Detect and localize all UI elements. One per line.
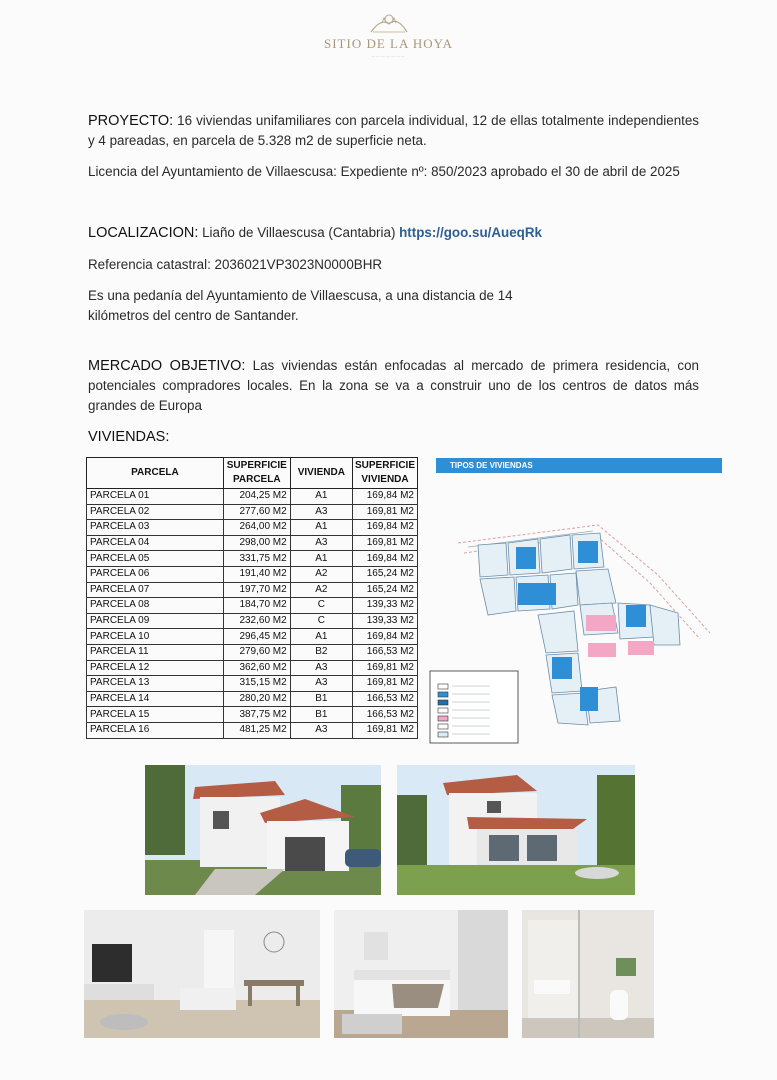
cell-superficie-parcela: 264,00 M2: [223, 520, 290, 536]
cell-superficie-vivienda: 166,53 M2: [352, 691, 417, 707]
cell-superficie-parcela: 280,20 M2: [223, 691, 290, 707]
cell-vivienda: C: [290, 613, 352, 629]
cell-superficie-parcela: 184,70 M2: [223, 598, 290, 614]
licencia-text: Licencia del Ayuntamiento de Villaescusa: Expediente nº: 850/2023 aprobado el 30 de abril de 2025: [88, 164, 680, 179]
table-row: [87, 722, 418, 738]
cell-superficie-vivienda: 169,81 M2: [352, 722, 417, 738]
cell-parcela: PARCELA 08: [87, 598, 224, 614]
cell-parcela: PARCELA 01: [87, 489, 224, 505]
cell-parcela: PARCELA 14: [87, 691, 224, 707]
header-parcela: PARCELA: [87, 458, 224, 489]
cell-superficie-vivienda: 139,33 M2: [352, 613, 417, 629]
cell-vivienda: B1: [290, 691, 352, 707]
cell-superficie-vivienda: 169,84 M2: [352, 551, 417, 567]
site-plan: [428, 455, 724, 745]
interior-render-bathroom: [522, 910, 654, 1038]
cell-vivienda: A1: [290, 489, 352, 505]
cell-superficie-vivienda: 165,24 M2: [352, 566, 417, 582]
localizacion-link[interactable]: https://goo.su/AueqRk: [399, 225, 542, 240]
table-row: [87, 551, 418, 567]
cell-vivienda: C: [290, 598, 352, 614]
cell-vivienda: A3: [290, 535, 352, 551]
interior-render-living: [84, 910, 320, 1038]
cell-superficie-vivienda: 169,81 M2: [352, 535, 417, 551]
table-row: [87, 489, 418, 505]
cell-superficie-vivienda: 166,53 M2: [352, 707, 417, 723]
cell-superficie-vivienda: 169,81 M2: [352, 660, 417, 676]
header-superficie-parcela: [223, 458, 290, 489]
localizacion-label: LOCALIZACION:: [88, 225, 199, 241]
table-row: [87, 613, 418, 629]
cell-superficie-vivienda: 169,84 M2: [352, 489, 417, 505]
cell-parcela: PARCELA 03: [87, 520, 224, 536]
cell-parcela: PARCELA 06: [87, 566, 224, 582]
viviendas-heading: VIVIENDAS:: [88, 429, 170, 445]
cell-vivienda: B2: [290, 644, 352, 660]
cell-superficie-parcela: 387,75 M2: [223, 707, 290, 723]
mercado-paragraph: [88, 356, 699, 416]
cell-superficie-parcela: 315,15 M2: [223, 676, 290, 692]
parcels-table: [86, 457, 418, 739]
site-plan-drawing: [428, 455, 724, 745]
table-row: [87, 707, 418, 723]
cell-vivienda: A1: [290, 629, 352, 645]
cell-superficie-parcela: 296,45 M2: [223, 629, 290, 645]
cell-parcela: PARCELA 11: [87, 644, 224, 660]
table-row: [87, 644, 418, 660]
table-row: [87, 629, 418, 645]
table-row: [87, 598, 418, 614]
cell-superficie-vivienda: 165,24 M2: [352, 582, 417, 598]
logo-tagline-line: ———————: [371, 53, 406, 58]
proyecto-paragraph: [88, 111, 699, 151]
table-row: [87, 566, 418, 582]
plan-header: TIPOS DE VIVIENDAS: [436, 458, 722, 473]
logo: [0, 10, 777, 58]
cell-superficie-parcela: 204,25 M2: [223, 489, 290, 505]
cell-vivienda: A1: [290, 520, 352, 536]
pedania-line-1: Es una pedanía del Ayuntamiento de Villaescusa, a una distancia de 14: [88, 288, 513, 303]
cell-parcela: PARCELA 09: [87, 613, 224, 629]
cell-parcela: PARCELA 05: [87, 551, 224, 567]
mercado-label: MERCADO OBJETIVO:: [88, 358, 246, 374]
cell-superficie-parcela: 298,00 M2: [223, 535, 290, 551]
cell-vivienda: A3: [290, 504, 352, 520]
localizacion-paragraph: [88, 223, 699, 243]
logo-emblem-icon: [367, 10, 411, 36]
cell-vivienda: B1: [290, 707, 352, 723]
cell-parcela: PARCELA 10: [87, 629, 224, 645]
table-header-row: [87, 458, 418, 489]
mercado-text: Las viviendas están enfocadas al mercado de primera residencia, con potenciales compradores locales. En la zona se va a construir uno de los centros de datos más grandes de Europa: [88, 358, 699, 413]
pedania-line-2: kilómetros del centro de Santander.: [88, 308, 299, 323]
referencia-catastral: Referencia catastral: 2036021VP3023N0000BHR: [88, 257, 383, 272]
cell-parcela: PARCELA 07: [87, 582, 224, 598]
exterior-render-2: [397, 765, 635, 895]
header-superficie-parcela-line2: PARCELA: [232, 474, 281, 485]
cell-superficie-parcela: 197,70 M2: [223, 582, 290, 598]
cell-superficie-vivienda: 169,84 M2: [352, 520, 417, 536]
cell-parcela: PARCELA 04: [87, 535, 224, 551]
cell-superficie-vivienda: 139,33 M2: [352, 598, 417, 614]
cell-vivienda: A2: [290, 582, 352, 598]
cell-vivienda: A3: [290, 676, 352, 692]
cell-vivienda: A3: [290, 722, 352, 738]
table-body: [87, 489, 418, 739]
table-row: [87, 691, 418, 707]
table-row: [87, 582, 418, 598]
table-row: [87, 504, 418, 520]
cell-parcela: PARCELA 12: [87, 660, 224, 676]
cell-superficie-parcela: 279,60 M2: [223, 644, 290, 660]
cell-superficie-vivienda: 169,81 M2: [352, 676, 417, 692]
header-superficie-parcela-line1: SUPERFICIE: [226, 460, 287, 471]
cell-superficie-parcela: 277,60 M2: [223, 504, 290, 520]
cell-parcela: PARCELA 15: [87, 707, 224, 723]
header-superficie-vivienda-line2: VIVIENDA: [361, 474, 409, 485]
pedania-paragraph: [88, 286, 699, 326]
cell-superficie-parcela: 191,40 M2: [223, 566, 290, 582]
cell-superficie-vivienda: 166,53 M2: [352, 644, 417, 660]
table-row: [87, 520, 418, 536]
logo-name: SITIO DE LA HOYA: [323, 36, 454, 51]
cell-vivienda: A1: [290, 551, 352, 567]
cell-superficie-parcela: 232,60 M2: [223, 613, 290, 629]
exterior-render-1: [145, 765, 381, 895]
table-row: [87, 660, 418, 676]
header-vivienda: VIVIENDA: [290, 458, 352, 489]
cell-superficie-vivienda: 169,84 M2: [352, 629, 417, 645]
proyecto-label: PROYECTO:: [88, 113, 174, 129]
cell-parcela: PARCELA 02: [87, 504, 224, 520]
cell-superficie-parcela: 331,75 M2: [223, 551, 290, 567]
cell-superficie-vivienda: 169,81 M2: [352, 504, 417, 520]
cell-parcela: PARCELA 16: [87, 722, 224, 738]
cell-vivienda: A3: [290, 660, 352, 676]
cell-superficie-parcela: 362,60 M2: [223, 660, 290, 676]
interior-render-bedroom: [334, 910, 508, 1038]
header-superficie-vivienda-line1: SUPERFICIE: [354, 460, 415, 471]
header-superficie-vivienda: [352, 458, 417, 489]
proyecto-text: 16 viviendas unifamiliares con parcela individual, 12 de ellas totalmente independientes y 4 pareadas, en parcela de 5.328 m2 de superficie neta.: [88, 113, 699, 148]
cell-parcela: PARCELA 13: [87, 676, 224, 692]
table-row: [87, 676, 418, 692]
table-row: [87, 535, 418, 551]
localizacion-text: Liaño de Villaescusa (Cantabria): [198, 225, 400, 240]
cell-vivienda: A2: [290, 566, 352, 582]
cell-superficie-parcela: 481,25 M2: [223, 722, 290, 738]
